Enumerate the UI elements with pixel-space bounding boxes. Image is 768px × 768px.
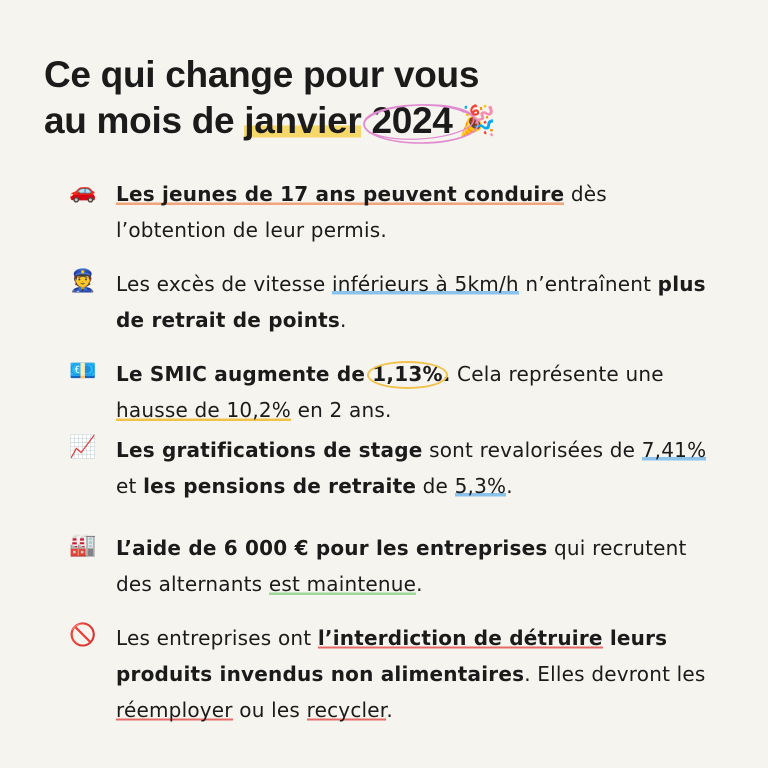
title-highlight-janvier: janvier: [244, 100, 362, 141]
title-year: [371, 98, 452, 144]
title-line1: Ce qui change pour vous: [44, 54, 480, 95]
item-text: L’aide de 6 000 € pour les entreprises qui recrutent des alternants est maintenue.: [116, 536, 687, 596]
item-text: Les jeunes de 17 ans peuvent conduire dès l’obtention de leur permis.: [116, 182, 607, 242]
item-text: Les excès de vitesse inférieurs à 5km/h n’entraînent plus de retrait de points.: [116, 272, 706, 332]
party-popper-icon: 🎉: [458, 105, 496, 138]
police-officer-icon: 👮: [69, 269, 97, 294]
item-text: Le SMIC augmente de 1,13%. Cela représente une hausse de 10,2% en 2 ans.: [116, 356, 716, 428]
car-icon: 🚗: [69, 179, 97, 204]
title-year-text: 2024: [371, 100, 453, 141]
prohibited-icon: 🚫: [69, 623, 97, 648]
chart-increasing-icon: 📈: [69, 435, 97, 460]
money-icon: 💶: [69, 359, 97, 384]
title-line2-prefix: au mois de: [44, 100, 245, 141]
item-text: Les entreprises ont l’interdiction de détruire leurs produits invendus non alimentaires. Elles devront les réemployer ou les recycler.: [116, 626, 706, 722]
year-scribble-circle: [361, 98, 481, 146]
factory-icon: 🏭: [69, 533, 97, 558]
item-text: Les gratifications de stage sont revalorisées de 7,41% et les pensions de retraite de 5,3%.: [116, 438, 707, 498]
page-title: [44, 52, 724, 145]
